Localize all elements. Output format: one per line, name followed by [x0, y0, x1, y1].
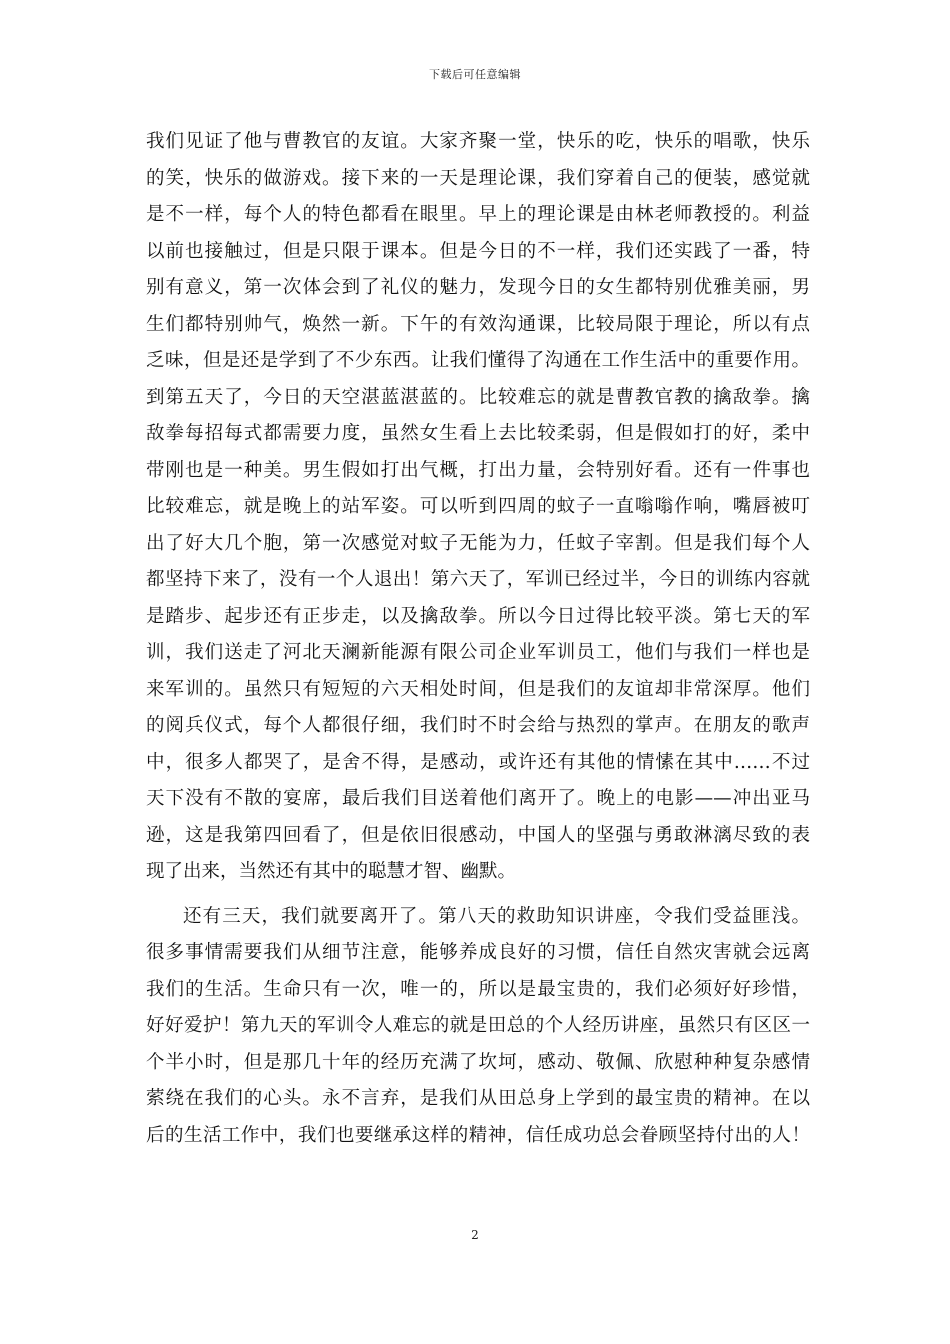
text-line: 都坚持下来了，没有一个人退出！第六天了，军训已经过半，今日的训练内容就 — [146, 569, 810, 590]
text-line: 到第五天了，今日的天空湛蓝湛蓝的。比较难忘的就是曹教官教的擒敌拳。擒 — [146, 386, 810, 408]
text-line: 的笑，快乐的做游戏。接下来的一天是理论课，我们穿着自己的便装，感觉就 — [146, 167, 810, 189]
paragraph-2 — [146, 899, 810, 1155]
text-line: 现了出来，当然还有其中的聪慧才智、幽默。 — [146, 861, 517, 882]
text-line: 乏味，但是还是学到了不少东西。让我们懂得了沟通在工作生活中的重要作用。 — [146, 350, 810, 371]
page-header: 下载后可任意编辑 — [429, 68, 521, 81]
paragraph-1 — [146, 124, 810, 891]
text-line: 我们见证了他与曹教官的友谊。大家齐聚一堂，快乐的吃，快乐的唱歌，快乐 — [146, 131, 810, 152]
text-line: 出了好大几个胞，第一次感觉对蚊子无能为力，任蚊子宰割。但是我们每个人 — [146, 532, 810, 554]
text-line: 萦绕在我们的心头。永不言弃，是我们从田总身上学到的最宝贵的精神。在以 — [146, 1088, 810, 1109]
text-line: 别有意义，第一次体会到了礼仪的魅力，发现今日的女生都特别优雅美丽，男 — [146, 277, 810, 298]
text-line: 是踏步、起步还有正步走，以及擒敌拳。所以今日过得比较平淡。第七天的军 — [146, 605, 810, 627]
text-line: 以前也接触过，但是只限于课本。但是今日的不一样，我们还实践了一番，特 — [146, 240, 810, 262]
paragraph-spacer — [146, 891, 810, 899]
page-number: 2 — [471, 1228, 479, 1242]
text-line: 逊，这是我第四回看了，但是依旧很感动，中国人的坚强与勇敢淋漓尽致的表 — [146, 824, 810, 846]
text-line: 个半小时，但是那几十年的经历充满了坎坷，感动、敬佩、欣慰种种复杂感情 — [146, 1051, 810, 1073]
text-line: 比较难忘，就是晚上的站军姿。可以听到四周的蚊子一直嗡嗡作响，嘴唇被叮 — [146, 496, 810, 517]
document-body — [146, 124, 810, 1154]
text-line: 中，很多人都哭了，是舍不得，是感动，或许还有其他的情愫在其中……不过 — [146, 751, 810, 773]
text-line: 是不一样，每个人的特色都看在眼里。早上的理论课是由林老师教授的。利益 — [146, 204, 810, 225]
text-line: 很多事情需要我们从细节注意，能够养成良好的习惯，信任自然灾害就会远离 — [146, 942, 810, 963]
text-line: 天下没有不散的宴席，最后我们目送着他们离开了。晚上的电影——冲出亚马 — [146, 788, 810, 809]
text-line: 生们都特别帅气，焕然一新。下午的有效沟通课，比较局限于理论，所以有点 — [146, 313, 810, 335]
text-line: 好好爱护！第九天的军训令人难忘的就是田总的个人经历讲座，虽然只有区区一 — [146, 1015, 810, 1036]
text-line: 还有三天，我们就要离开了。第八天的救助知识讲座，令我们受益匪浅。 — [183, 905, 810, 927]
text-line: 来军训的。虽然只有短短的六天相处时间，但是我们的友谊却非常深厚。他们 — [146, 678, 810, 700]
text-line: 训，我们送走了河北天澜新能源有限公司企业军训员工，他们与我们一样也是 — [146, 642, 810, 663]
text-line: 后的生活工作中，我们也要继承这样的精神，信任成功总会眷顾坚持付出的人！ — [146, 1124, 810, 1146]
text-line: 带刚也是一种美。男生假如打出气概，打出力量，会特别好看。还有一件事也 — [146, 459, 810, 481]
text-line: 的阅兵仪式，每个人都很仔细，我们时不时会给与热烈的掌声。在朋友的歌声 — [146, 715, 810, 736]
text-line: 敌拳每招每式都需要力度，虽然女生看上去比较柔弱，但是假如打的好，柔中 — [146, 423, 810, 444]
text-line: 我们的生活。生命只有一次，唯一的，所以是最宝贵的，我们必须好好珍惜， — [146, 978, 810, 1000]
